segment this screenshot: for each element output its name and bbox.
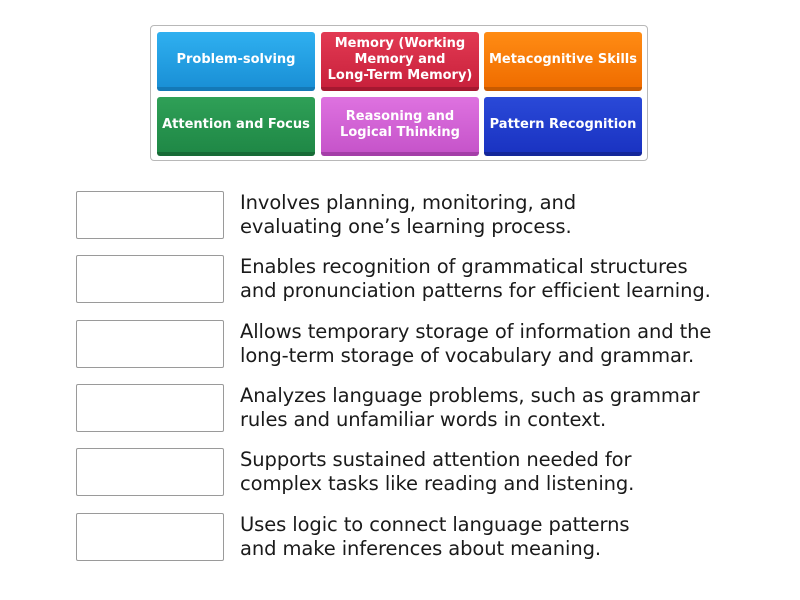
drop-slot-4[interactable]	[76, 384, 224, 432]
description-1: Involves planning, monitoring, and evaluating one’s learning process.	[240, 191, 577, 238]
tile-memory[interactable]	[321, 32, 479, 91]
tile-reasoning-and-logical-thinking[interactable]	[321, 97, 479, 156]
description-6: Uses logic to connect language patterns and make inferences about meaning.	[240, 513, 630, 560]
tile-label: Reasoning and Logical Thinking	[340, 108, 460, 140]
tile-label: Attention and Focus	[162, 116, 310, 132]
match-row-4	[76, 384, 756, 436]
tile-label: Pattern Recognition	[489, 116, 637, 132]
tile-metacognitive-skills[interactable]	[484, 32, 642, 91]
description-4: Analyzes language problems, such as grammar rules and unfamiliar words in context.	[240, 384, 700, 431]
tile-label: Metacognitive Skills	[489, 51, 637, 67]
description-2: Enables recognition of grammatical structures and pronunciation patterns for efficient learning.	[240, 255, 711, 302]
drop-slot-6[interactable]	[76, 513, 224, 561]
drop-slot-3[interactable]	[76, 320, 224, 368]
drop-slot-1[interactable]	[76, 191, 224, 239]
match-row-2	[76, 255, 756, 307]
tile-label: Problem-solving	[176, 51, 296, 67]
tile-pattern-recognition[interactable]	[484, 97, 642, 156]
match-row-5	[76, 448, 756, 500]
match-row-6	[76, 513, 756, 565]
drop-slot-2[interactable]	[76, 255, 224, 303]
tile-problem-solving[interactable]	[157, 32, 315, 91]
match-row-1	[76, 191, 756, 243]
match-row-3	[76, 320, 756, 372]
tile-bank	[150, 25, 648, 161]
tile-attention-and-focus[interactable]	[157, 97, 315, 156]
description-3: Allows temporary storage of information and the long-term storage of vocabulary and grammar.	[240, 320, 712, 367]
drop-slot-5[interactable]	[76, 448, 224, 496]
tile-label: Memory (Working Memory and Long-Term Memory)	[327, 35, 473, 83]
description-5: Supports sustained attention needed for complex tasks like reading and listening.	[240, 448, 635, 495]
